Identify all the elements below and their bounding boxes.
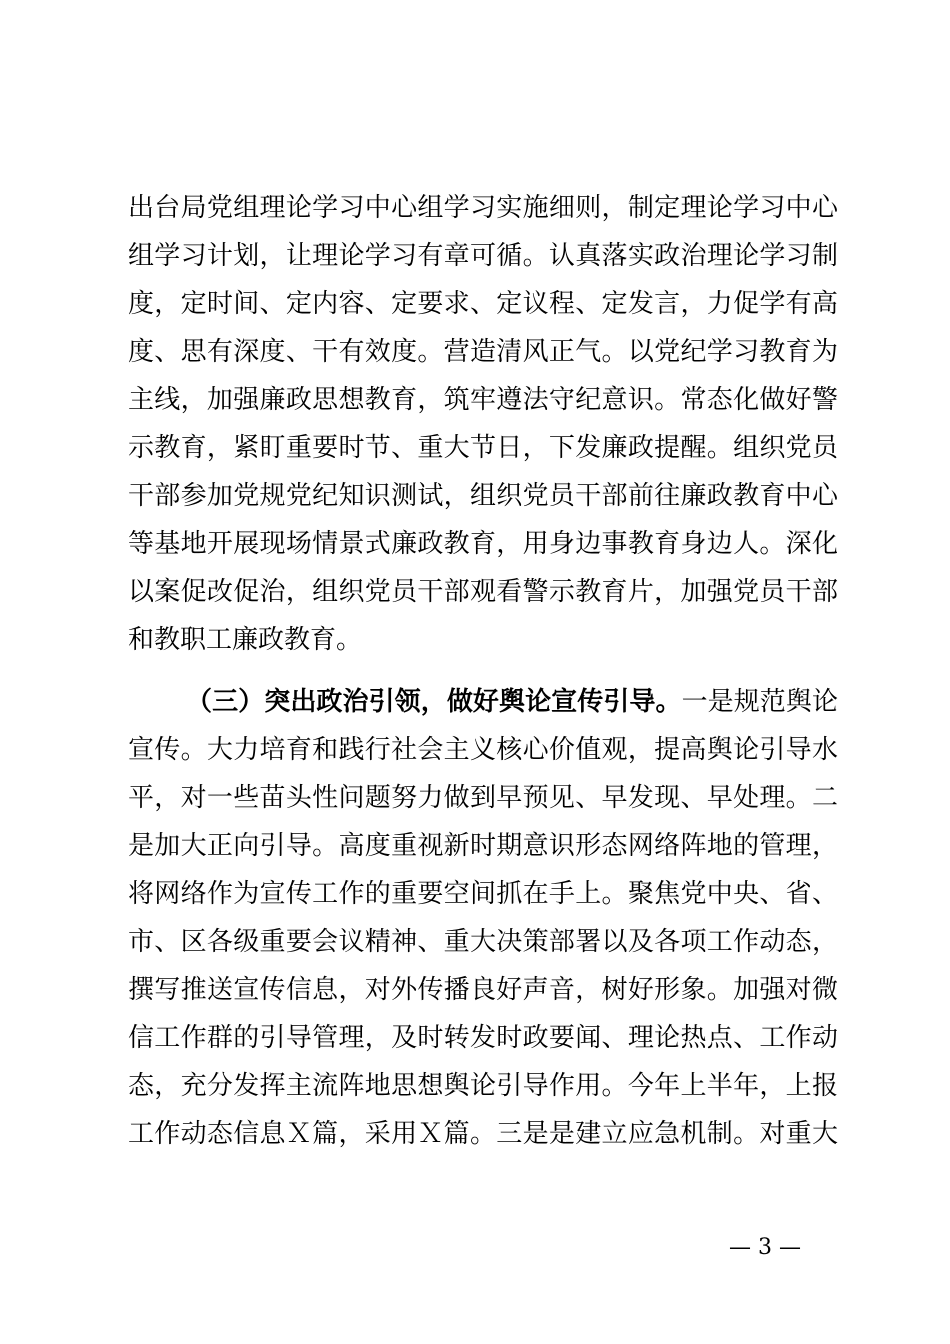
paragraph-2-first-line: [186, 677, 838, 727]
paragraph-1-line-8: 等基地开展现场情景式廉政教育，用身边事教育身边人。深化: [128, 529, 838, 559]
paragraph-1-line-2: 组学习计划，让理论学习有章可循。认真落实政治理论学习制: [128, 241, 838, 271]
paragraph-1-line-7: 干部参加党规党纪知识测试，组织党员干部前往廉政教育中心: [128, 481, 838, 511]
paragraph-2-line-10: 工作动态信息Ｘ篇，采用Ｘ篇。三是是建立应急机制。对重大: [128, 1119, 838, 1149]
paragraph-1-line-5: 主线，加强廉政思想教育，筑牢遵法守纪意识。常态化做好警: [128, 385, 838, 415]
page-number: — 3 —: [729, 1235, 801, 1260]
paragraph-1-line-1: 出台局党组理论学习中心组学习实施细则，制定理论学习中心: [128, 193, 838, 223]
paragraph-2-line-7: 撰写推送宣传信息，对外传播良好声音，树好形象。加强对微: [128, 975, 838, 1005]
paragraph-2-line-8: 信工作群的引导管理，及时转发时政要闻、理论热点、工作动: [128, 1023, 838, 1053]
paragraph-1-line-10: 和教职工廉政教育。: [128, 625, 363, 655]
paragraph-2-line-4: 是加大正向引导。高度重视新时期意识形态网络阵地的管理，: [128, 831, 838, 861]
paragraph-2-line-6: 市、区各级重要会议精神、重大决策部署以及各项工作动态，: [128, 927, 838, 957]
section-heading: （三）突出政治引领，做好舆论宣传引导。: [186, 687, 682, 717]
paragraph-1-line-6: 示教育，紧盯重要时节、重大节日，下发廉政提醒。组织党员: [128, 433, 838, 463]
paragraph-1-line-4: 度、思有深度、干有效度。营造清风正气。以党纪学习教育为: [128, 337, 838, 367]
paragraph-2-line-3: 平，对一些苗头性问题努力做到早预见、早发现、早处理。二: [128, 783, 838, 813]
paragraph-1-line-9: 以案促改促治，组织党员干部观看警示教育片，加强党员干部: [128, 577, 838, 607]
paragraph-2-first-line-rest: 一是规范舆论: [681, 687, 838, 717]
paragraph-1-line-3: 度，定时间、定内容、定要求、定议程、定发言，力促学有高: [128, 289, 838, 319]
paragraph-2-line-9: 态，充分发挥主流阵地思想舆论引导作用。今年上半年，上报: [128, 1071, 838, 1101]
paragraph-2-line-5: 将网络作为宣传工作的重要空间抓在手上。聚焦党中央、省、: [128, 879, 838, 909]
paragraph-2-line-2: 宣传。大力培育和践行社会主义核心价值观，提高舆论引导水: [128, 735, 838, 765]
